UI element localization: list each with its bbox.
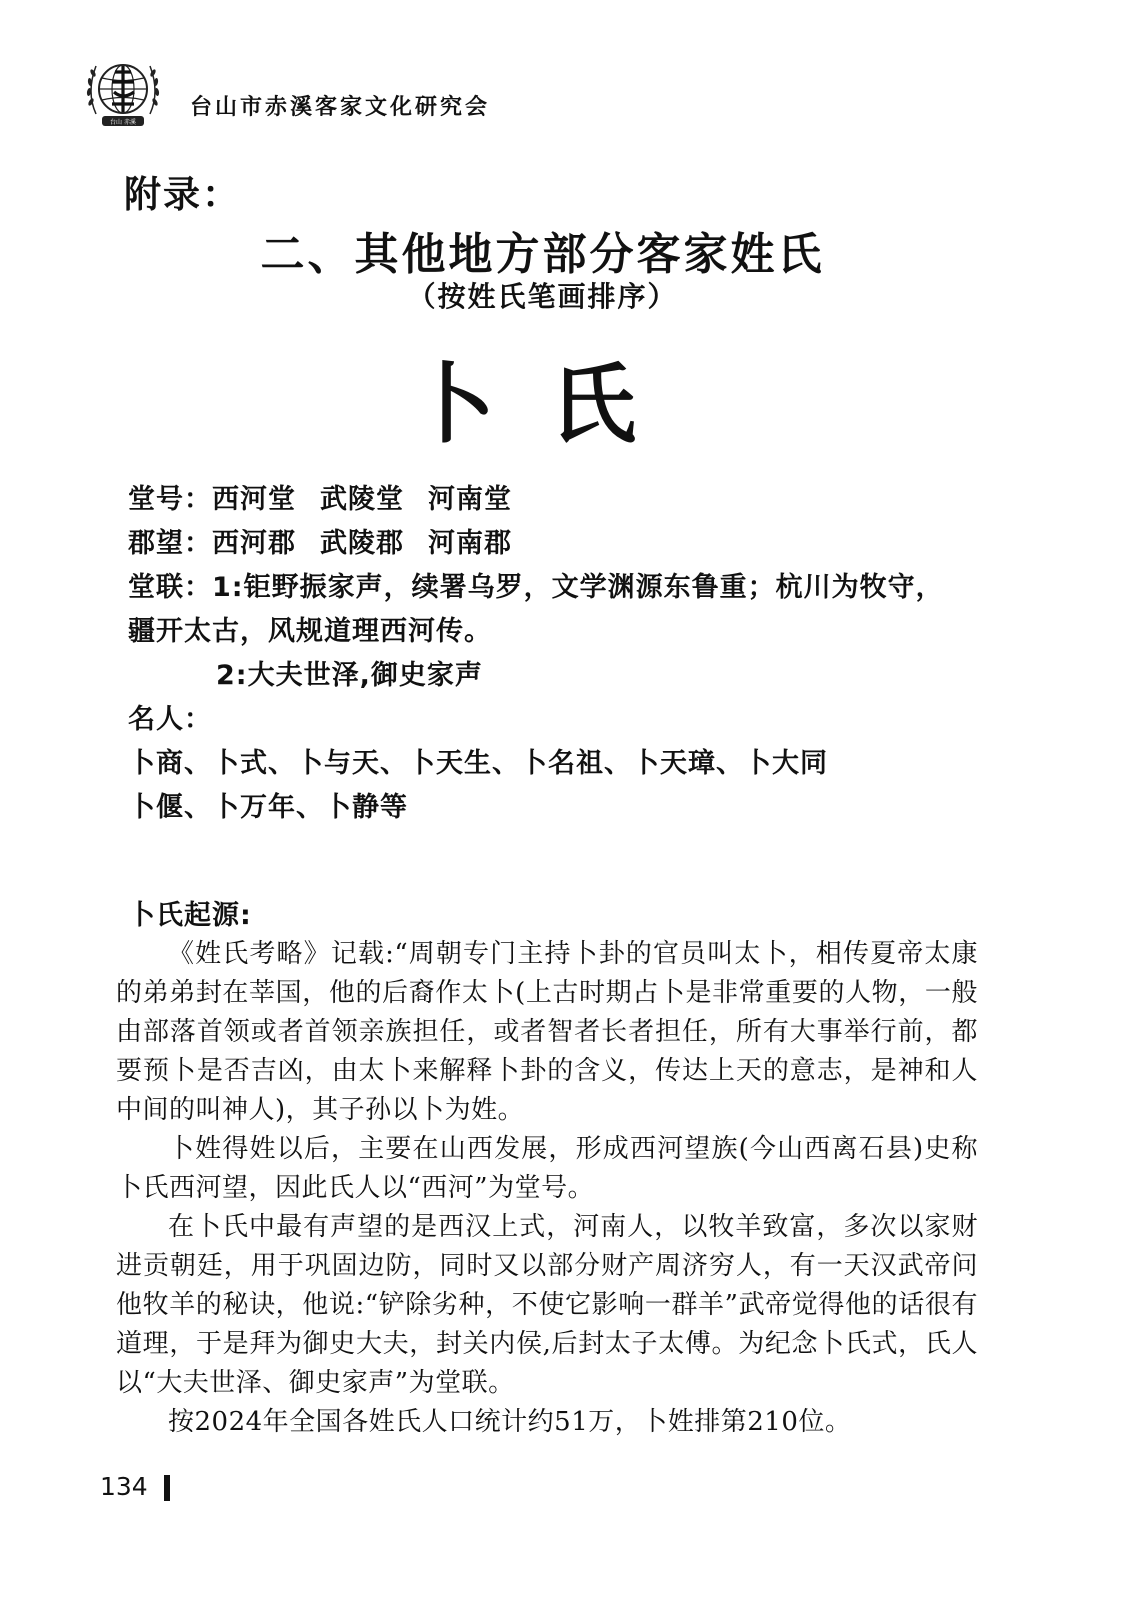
commandery-label: 郡望： — [128, 528, 212, 559]
logo-banner-text: 台山 赤溪 — [110, 119, 136, 126]
origin-paragraph: 在卜氏中最有声望的是西汉上式，河南人，以牧羊致富，多次以家财进贡朝廷，用于巩固边防，同时又以部分财产周济穷人，有一天汉武帝问他牧羊的秘诀，他说:“铲除劣种，不使它影响一群羊”武帝觉得他的话很有道理，于是拜为御史大夫，封关内侯,后封太子太傅。为纪念卜氏式，氏人以“大夫世泽、御史家声”为堂联。 — [116, 1212, 978, 1398]
section-subtitle: （按姓氏笔画排序） — [407, 280, 678, 313]
origin-body — [116, 935, 978, 1442]
organization-name: 台山市赤溪客家文化研究会 — [190, 95, 491, 120]
origin-paragraph: 《姓氏考略》记载:“周朝专门主持卜卦的官员叫太卜，相传夏帝太康的弟弟封在莘国，他的后裔作太卜(上古时期占卜是非常重要的人物，一般由部落首领或者首领亲族担任，或者智者长者担任，所有大事举行前，都要预卜是否吉凶，由太卜来解释卜卦的含义，传达上天的意志，是神和人中间的叫神人)，其子孙以卜为姓。 — [116, 939, 978, 1125]
couplet-1-line-1: 1:钜野振家声，续署乌罗，文学渊源东鲁重；杭川为牧守， — [212, 572, 944, 603]
commandery-name: 河南郡 — [428, 528, 512, 559]
couplet-2: 2:大夫世泽,御史家声 — [216, 660, 483, 691]
appendix-label: 附录： — [124, 173, 241, 216]
origin-heading: 卜氏起源: — [128, 900, 252, 931]
hall-name-row — [128, 478, 1028, 522]
famous-people-label: 名人： — [128, 704, 212, 735]
commandery-row — [128, 522, 1028, 566]
famous-people-line-1: 卜商、卜式、卜与天、卜天生、卜名祖、卜天璋、卜大同 — [128, 748, 828, 779]
couplet-label: 堂联： — [128, 572, 212, 603]
hall-name: 河南堂 — [428, 484, 512, 515]
commandery-name: 西河郡 — [212, 528, 296, 559]
couplet-1-line-2: 疆开太古，风规道理西河传。 — [128, 616, 492, 647]
couplet-row — [128, 566, 1028, 610]
hall-name-label: 堂号： — [128, 484, 212, 515]
hall-name: 西河堂 — [212, 484, 296, 515]
origin-paragraph: 按2024年全国各姓氏人口统计约51万，卜姓排第210位。 — [168, 1407, 852, 1437]
surname-info — [128, 478, 1028, 830]
hall-name: 武陵堂 — [320, 484, 404, 515]
commandery-name: 武陵郡 — [320, 528, 404, 559]
page-number: 134 — [100, 1472, 148, 1501]
famous-people-line-2: 卜偃、卜万年、卜静等 — [128, 792, 408, 823]
surname-title: 卜氏 — [409, 354, 691, 455]
organization-logo — [82, 52, 164, 134]
section-title: 二、其他地方部分客家姓氏 — [260, 229, 825, 280]
page-number-bar — [164, 1475, 170, 1501]
origin-paragraph: 卜姓得姓以后，主要在山西发展，形成西河望族(今山西离石县)史称卜氏西河望，因此氏人以“西河”为堂号。 — [116, 1134, 978, 1203]
